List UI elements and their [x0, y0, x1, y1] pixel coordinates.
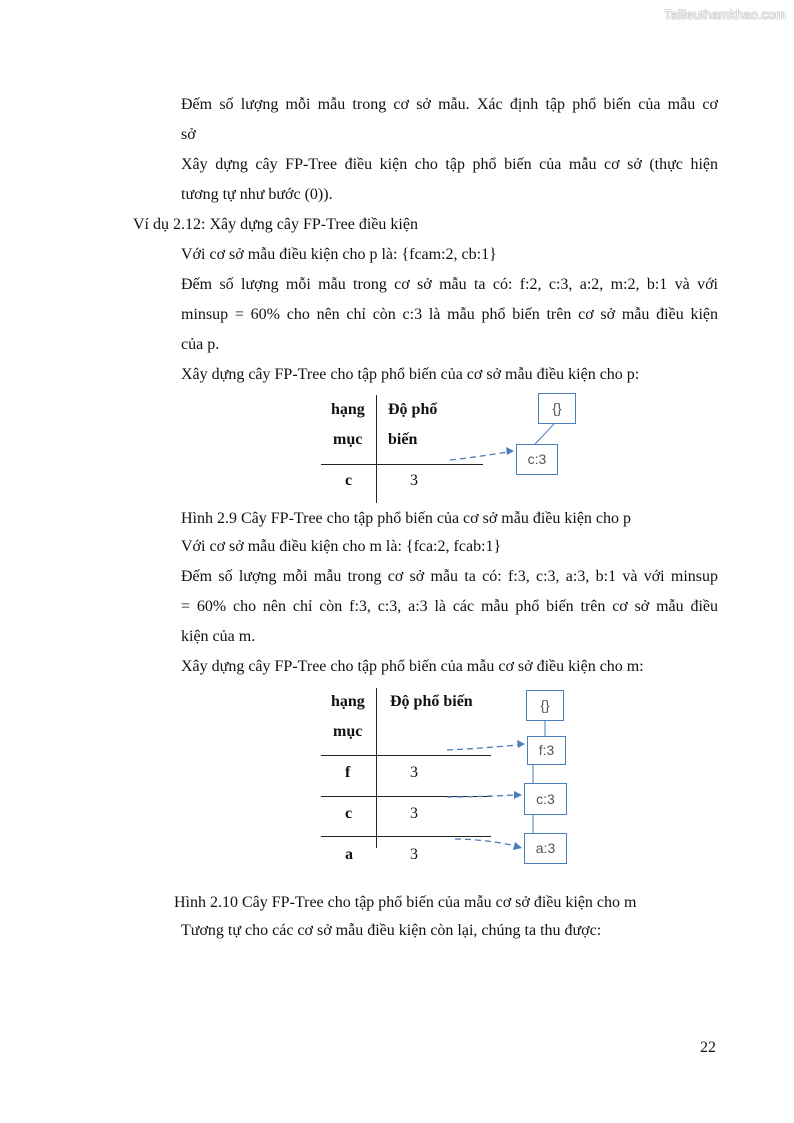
fig2-row-item: f: [345, 764, 351, 781]
watermark: Tailieuthamkhao.com: [663, 7, 786, 22]
fig1-node-c: c:3: [516, 444, 558, 475]
paragraph-7-line-3: kiện của m.: [181, 628, 256, 645]
fig2-row-support: 3: [410, 764, 418, 781]
fig1-header-support-line2: biến: [388, 431, 418, 448]
fig2-node-c: c:3: [524, 783, 567, 815]
fig2-link-c-arrowhead: [514, 791, 522, 799]
fig1-header-item-line1: hạng: [331, 401, 365, 418]
paragraph-2-line-2: tương tự như bước (0)).: [181, 186, 333, 203]
paragraph-9: Tương tự cho các cơ sở mẫu điều kiện còn lại, chúng ta thu được:: [181, 922, 602, 939]
fig2-row-item: c: [345, 805, 353, 822]
fig2-link-f-arrowhead: [517, 740, 525, 748]
fig1-header-support-line1: Độ phổ: [388, 401, 438, 418]
fig2-link-c: [447, 795, 515, 797]
paragraph-5: Xây dựng cây FP-Tree cho tập phổ biến của cơ sở mẫu điều kiện cho p:: [181, 366, 640, 383]
fig1-row-support: 3: [410, 472, 418, 489]
paragraph-2-line-1: Xây dựng cây FP-Tree điều kiện cho tập phổ biến của mẫu cơ sở (thực hiện: [181, 156, 718, 173]
paragraph-1-line-1: Đếm số lượng mỗi mẫu trong cơ sở mẫu. Xác định tập phổ biến của mẫu cơ: [181, 96, 718, 113]
fig2-row-item: a: [345, 846, 353, 863]
paragraph-4-line-1: Đếm số lượng mỗi mẫu trong cơ sở mẫu ta có: f:2, c:3, a:2, m:2, b:1 và với: [181, 276, 718, 293]
paragraph-6: Với cơ sở mẫu điều kiện cho m là: {fca:2, fcab:1}: [181, 538, 502, 555]
paragraph-3: Với cơ sở mẫu điều kiện cho p là: {fcam:2, cb:1}: [181, 246, 497, 263]
example-title: Ví dụ 2.12: Xây dựng cây FP-Tree điều kiện: [133, 216, 418, 233]
fig2-node-a: a:3: [524, 833, 567, 864]
fig2-header-item-line1: hạng: [331, 693, 365, 710]
paragraph-4-line-3: của p.: [181, 336, 220, 353]
fig2-header-support: Độ phổ biến: [390, 693, 473, 710]
fig1-header-item-line2: mục: [333, 431, 363, 448]
paragraph-1-line-2: sở: [181, 126, 196, 143]
fig2-node-f: f:3: [527, 736, 566, 765]
fig2-node-root: {}: [526, 690, 564, 721]
paragraph-7-line-2: = 60% cho nên chỉ còn f:3, c:3, a:3 là các mẫu phổ biến trên cơ sở mẫu điều: [181, 598, 718, 615]
fig2-link-a-arrowhead: [513, 842, 522, 850]
fig2-link-f: [447, 745, 518, 750]
fig2-header-item-line2: mục: [333, 723, 363, 740]
page-number: 22: [700, 1039, 716, 1056]
paragraph-7-line-1: Đếm số lượng mỗi mẫu trong cơ sở mẫu ta có: f:3, c:3, a:3, b:1 và với minsup: [181, 568, 718, 585]
paragraph-8: Xây dựng cây FP-Tree cho tập phổ biến của mẫu cơ sở điều kiện cho m:: [181, 658, 644, 675]
paragraph-4-line-2: minsup = 60% cho nên chỉ còn c:3 là mẫu phổ biến trên cơ sở mẫu điều kiện: [181, 306, 718, 323]
figure-1-caption: Hình 2.9 Cây FP-Tree cho tập phổ biến của cơ sở mẫu điều kiện cho p: [181, 510, 632, 527]
fig1-node-root: {}: [538, 393, 576, 424]
fig1-row-item: c: [345, 472, 353, 489]
figure-2-caption: Hình 2.10 Cây FP-Tree cho tập phổ biến của mẫu cơ sở điều kiện cho m: [174, 894, 637, 911]
fig2-row-support: 3: [410, 846, 418, 863]
fig2-row-support: 3: [410, 805, 418, 822]
fig2-link-a: [455, 839, 515, 846]
